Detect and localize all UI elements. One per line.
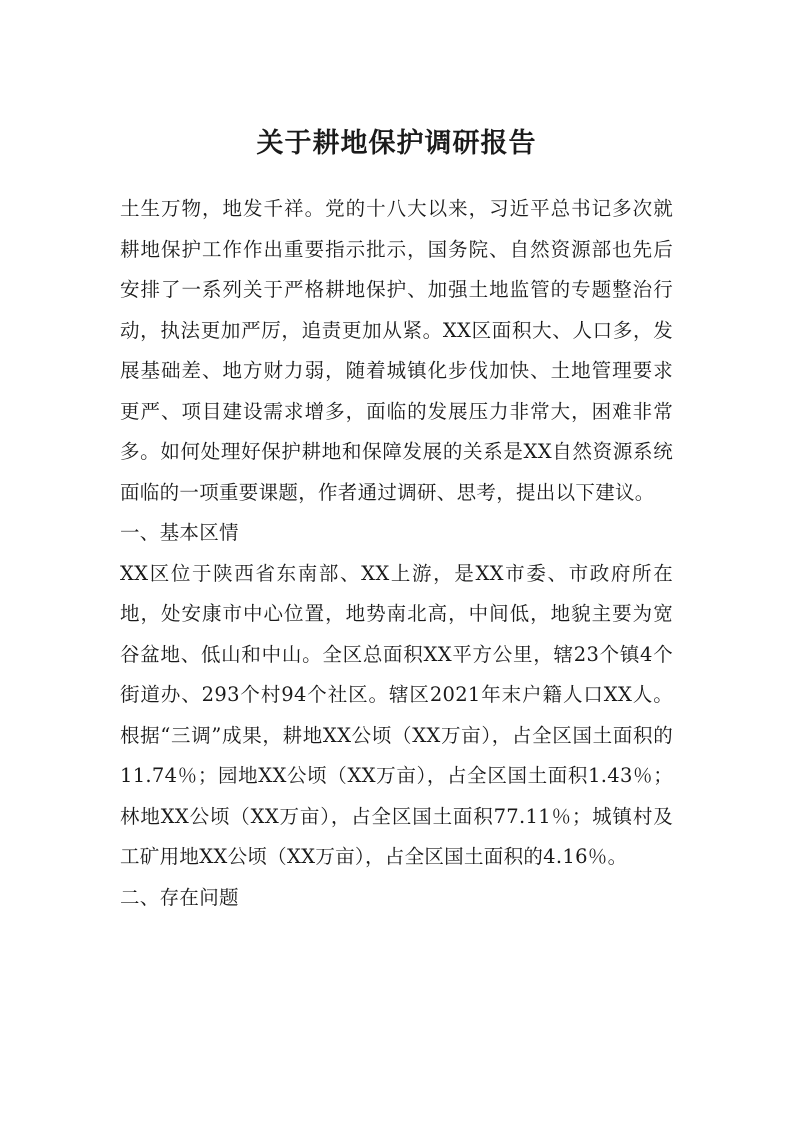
section-heading-problems: 二、存在问题 (120, 885, 239, 909)
intro-paragraph: 土生万物，地发千祥。党的十八大以来，习近平总书记多次就耕地保护工作作出重要指示批示，国务院、自然资源部也先后安排了一系列关于严格耕地保护、加强土地监管的专题整治行动，执法更加严厉，追责更加从紧。XX区面积大、人口多，发展基础差、地方财力弱，随着城镇化步伐加快、土地管理要求更严、项目建设需求增多，面临的发展压力非常大，困难非常多。如何处理好保护耕地和保障发展的关系是XX自然资源系统面临的一项重要课题，作者通过调研、思考，提出以下建议。 (120, 197, 673, 504)
section-heading-basic-info: 一、基本区情 (120, 521, 239, 544)
basic-info-paragraph: XX区位于陕西省东南部、XX上游，是XX市委、市政府所在地，处安康市中心位置，地势南北高，中间低，地貌主要为宽谷盆地、低山和中山。全区总面积XX平方公里，辖23个镇4个街道办、293个村94个社区。辖区2021年末户籍人口XX人。根据“三调”成果，耕地XX公顷（XX万亩），占全区国土面积的11.74％；园地XX公顷（XX万亩），占全区国土面积1.43％；林地XX公顷（XX万亩），占全区国土面积77.11％；城镇村及工矿用地XX公顷（XX万亩），占全区国土面积的4.16％。 (120, 561, 673, 868)
document-body (120, 189, 673, 918)
document-title: 关于耕地保护调研报告 (256, 128, 537, 159)
